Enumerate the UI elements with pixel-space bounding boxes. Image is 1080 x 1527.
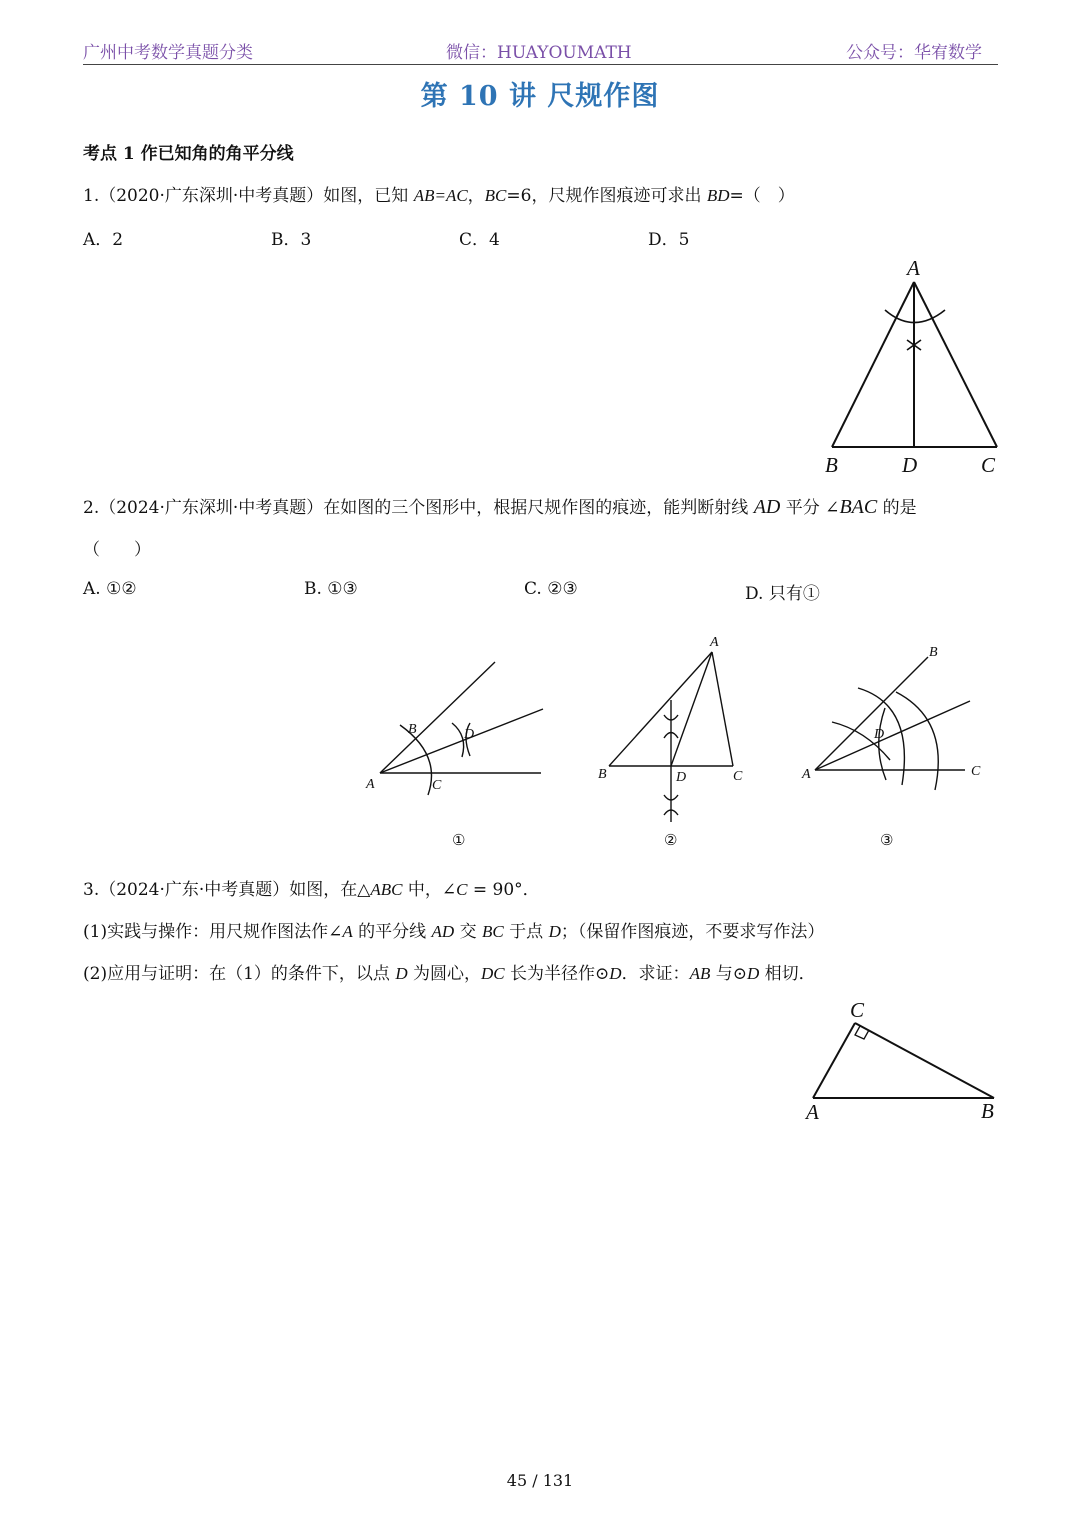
q3-part-2 [83,959,816,984]
q3-p2-f: 相切． [759,964,816,984]
q2-prefix: 2.（2024·广东深圳·中考真题）在如图的三个图形中，根据尺规作图的痕迹，能判断射线 [83,498,754,518]
header-divider [83,64,998,65]
q3-figure [800,995,1010,1125]
q1-sep: ， [467,186,485,206]
q1-figure [815,255,1015,480]
q3-label-a: A [806,1100,819,1124]
q2-f2-side-ab [609,652,712,766]
q2-angle: BAC [839,496,878,518]
q3-p1-ad: AD [431,922,455,941]
q3-p1-a: (1)实践与操作：用尺规作图法作∠ [83,922,343,942]
q2-f2-caption: ② [664,833,678,849]
q2-f2-label-b: B [598,767,607,782]
q1-label-a: A [907,256,920,280]
q2-f1-ray-ab [380,662,495,773]
q3-line1-mid: 中，∠ [402,880,457,900]
section-heading: 考点 1 作已知角的角平分线 [83,144,294,164]
q1-label-d: D [902,453,918,477]
q3-p2-e: 与⊙ [710,964,747,984]
q1-bc: BC [484,186,507,205]
q2-ray: AD [753,496,781,518]
q3-p2-dd: ．求证： [621,964,690,984]
q1-bc-value: =6，尺规作图痕迹可求出 [506,186,707,206]
q2-answer-paren: （ ） [83,540,151,560]
q2-f3-label-a: A [802,767,811,782]
q1-option-d: D．5 [648,230,690,250]
q3-p1-angle-a: A [342,922,353,941]
header-public-account: 公众号：华宥数学 [846,43,982,63]
q2-f2-line-ad [671,652,712,766]
q3-side-ca [813,1023,855,1098]
q2-f1-arc-2 [452,723,464,757]
q1-prefix: 1.（2020·广东深圳·中考真题）如图，已知 [83,186,414,206]
q2-f3-caption: ③ [880,833,894,849]
q2-f3-label-b: B [929,645,938,660]
q2-f3-arc-4 [879,708,886,780]
q1-ab-ac: AB=AC [413,186,468,205]
q3-line1-prefix: 3.（2024·广东·中考真题）如图，在△ [83,880,371,900]
q2-option-b: B. ①③ [304,579,358,599]
q2-figures [360,630,1000,855]
q3-p1-b: 的平分线 [352,922,432,942]
q3-p2-c: 长为半径作⊙ [504,964,610,984]
q3-right-angle-mark [855,1026,869,1039]
header-series-title: 广州中考数学真题分类 [83,43,253,63]
q3-p1-e: ；（保留作图痕迹，不要求写作法） [560,922,825,942]
q3-side-cb [855,1023,994,1098]
q3-p2-d: D [395,964,408,983]
q3-line1-suffix: = 90°． [467,880,540,900]
q3-p2-dc: DC [481,964,505,983]
q2-f3-label-d: D [874,727,885,742]
header-wechat: 微信：HUAYOUMATH [446,43,632,63]
q2-option-d: D. 只有① [745,584,820,604]
q2-f1-ray-ad [380,709,543,773]
q2-f2-side-ac [712,652,733,766]
q3-p1-d: 于点 [503,922,549,942]
q3-c: C [456,880,468,899]
q3-part-1 [83,917,824,942]
q1-suffix: =（ ） [729,186,795,206]
q3-abc: ABC [370,880,403,899]
q2-f1-label-a: A [366,777,375,792]
q3-p1-c: 交 [454,922,483,942]
q1-option-a: A．2 [83,230,124,250]
page-number: 45 / 131 [506,1471,574,1490]
q1-side-ab [832,282,914,447]
q2-f2-label-c: C [733,769,743,784]
q2-f2-label-a: A [710,635,719,650]
q1-bd: BD [706,186,730,205]
q2-f1-label-b: B [408,722,417,737]
q1-side-ac [914,282,997,447]
q3-p2-d3: D [747,964,760,983]
q2-option-c: C. ②③ [524,579,578,599]
q2-f3-ray-ab [815,657,928,770]
q2-f1-caption: ① [452,833,466,849]
q1-label-c: C [981,453,996,477]
q1-option-c: C．4 [459,230,500,250]
q2-f3-arc-2 [896,692,938,790]
q1-option-b: B．3 [271,230,312,250]
q1-label-b: B [825,453,838,477]
page-header [0,36,1080,66]
q2-mid: 平分 ∠ [780,498,840,518]
question-3-text [83,875,540,900]
q3-p2-ab: AB [689,964,711,983]
q2-option-a: A. ①② [83,579,137,599]
q3-p2-a: (2)应用与证明：在（1）的条件下，以点 [83,964,396,984]
q3-p2-b: 为圆心， [407,964,481,984]
question-1-text [83,181,795,206]
q2-f3-label-c: C [971,764,981,779]
q2-suffix: 的是 [877,498,917,518]
q3-label-b: B [981,1099,994,1123]
q3-p2-d2: D [609,964,622,983]
q3-p1-bc: BC [482,922,504,941]
q2-f1-label-d: D [464,727,475,742]
q3-label-c: C [850,998,865,1022]
question-2-text [83,493,917,519]
q2-f2-label-d: D [676,770,687,785]
q3-p1-point-d: D [548,922,561,941]
q2-f1-label-c: C [432,778,442,793]
page-title: 第 10 讲 尺规作图 [420,81,660,112]
